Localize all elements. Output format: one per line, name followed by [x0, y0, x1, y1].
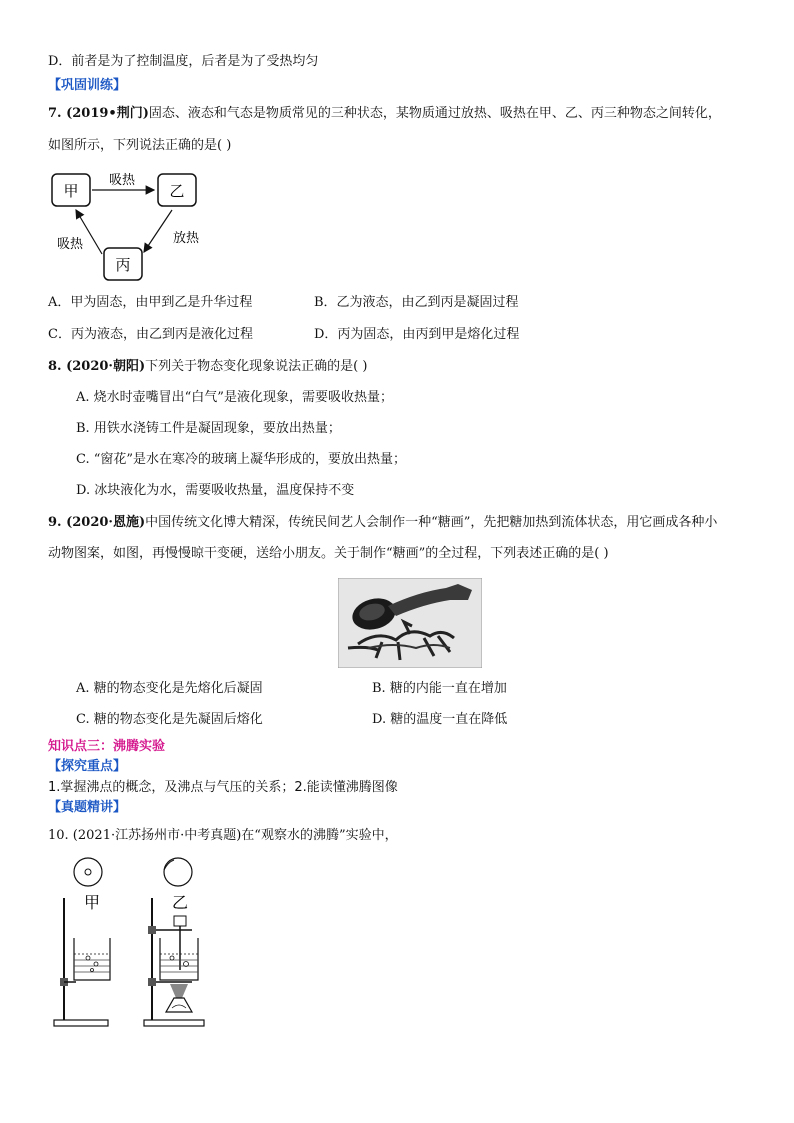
q7-stem-text: 固态、液态和气态是物质常见的三种状态，某物质通过放热、吸热在甲、乙、丙三种物态之间转化， — [148, 106, 721, 121]
q7-option-d: D．丙为固态，由丙到甲是熔化过程 — [314, 327, 520, 342]
boiling-experiment-figure — [52, 852, 212, 1032]
q7-option-b: B．乙为液态，由乙到丙是凝固过程 — [314, 295, 519, 310]
node-yi: 乙 — [169, 182, 185, 200]
bubble-diagram-a — [74, 858, 102, 886]
q10-stem: 10. (2021·江苏扬州市·中考真题)在“观察水的沸腾”实验中， — [48, 828, 398, 843]
arrow-yi-to-bing — [144, 210, 172, 252]
arrow-bing-to-jia-label: 吸热 — [56, 237, 84, 252]
section-heading-practice: 【巩固训练】 — [48, 78, 127, 93]
q9-option-a: A. 糖的物态变化是先熔化后凝固 — [76, 681, 263, 696]
focus-text: 1.掌握沸点的概念，及沸点与气压的关系；2.能读懂沸腾图像 — [48, 780, 398, 795]
section-heading-focus: 【探究重点】 — [48, 759, 127, 774]
node-jia: 甲 — [63, 182, 79, 200]
node-bing: 丙 — [115, 256, 131, 274]
q8-stem — [48, 357, 367, 377]
knowledge-point-heading: 知识点三：沸腾实验 — [48, 739, 166, 754]
q9-stem-text: 中国传统文化博大精深，传统民间艺人会制作一种“糖画”，先把糖加热到流体状态，用它画成各种小 — [145, 515, 718, 530]
q9-stem-line1 — [48, 513, 717, 533]
q7-stem-line1 — [48, 104, 721, 124]
q7-option-c: C．丙为液态，由乙到丙是液化过程 — [48, 327, 253, 342]
q9-option-d: D. 糖的温度一直在降低 — [372, 712, 508, 727]
section-heading-real-exam: 【真题精讲】 — [48, 800, 127, 815]
q9-option-c: C. 糖的物态变化是先凝固后熔化 — [76, 712, 263, 727]
q9-source: 9. (2020·恩施) — [48, 515, 146, 530]
label-yi: 乙 — [171, 893, 189, 912]
q7-state-diagram — [48, 166, 208, 282]
bubble-diagram-b — [164, 858, 192, 886]
arrow-yi-to-bing-label: 放热 — [172, 231, 200, 246]
q7-option-a: A．甲为固态，由甲到乙是升华过程 — [48, 295, 253, 310]
q6-option-d: D．前者是为了控制温度，后者是为了受热均匀 — [48, 54, 319, 69]
label-jia: 甲 — [83, 893, 101, 912]
q9-option-b: B. 糖的内能一直在增加 — [372, 681, 507, 696]
q7-source: 7. (2019•荆门) — [48, 106, 149, 121]
q8-option-c: C. “窗花”是水在寒冷的玻璃上凝华形成的，要放出热量； — [76, 452, 407, 467]
q8-source: 8. (2020·朝阳) — [48, 359, 146, 374]
sugar-painting-photo — [338, 578, 482, 668]
q8-option-d: D. 冰块液化为水，需要吸收热量，温度保持不变 — [76, 483, 355, 498]
q7-stem-line2: 如图所示，下列说法正确的是( ) — [48, 138, 232, 153]
q8-option-a: A. 烧水时壶嘴冒出“白气”是液化现象，需要吸收热量； — [76, 390, 393, 405]
q9-stem-line2: 动物图案，如图，再慢慢晾干变硬，送给小朋友。关于制作“糖画”的全过程，下列表述正确的是( ) — [48, 546, 609, 561]
arrow-jia-to-yi-label: 吸热 — [108, 173, 136, 188]
q8-option-b: B. 用铁水浇铸工件是凝固现象，要放出热量； — [76, 421, 341, 436]
q8-stem-text: 下列关于物态变化现象说法正确的是( ) — [145, 359, 368, 374]
